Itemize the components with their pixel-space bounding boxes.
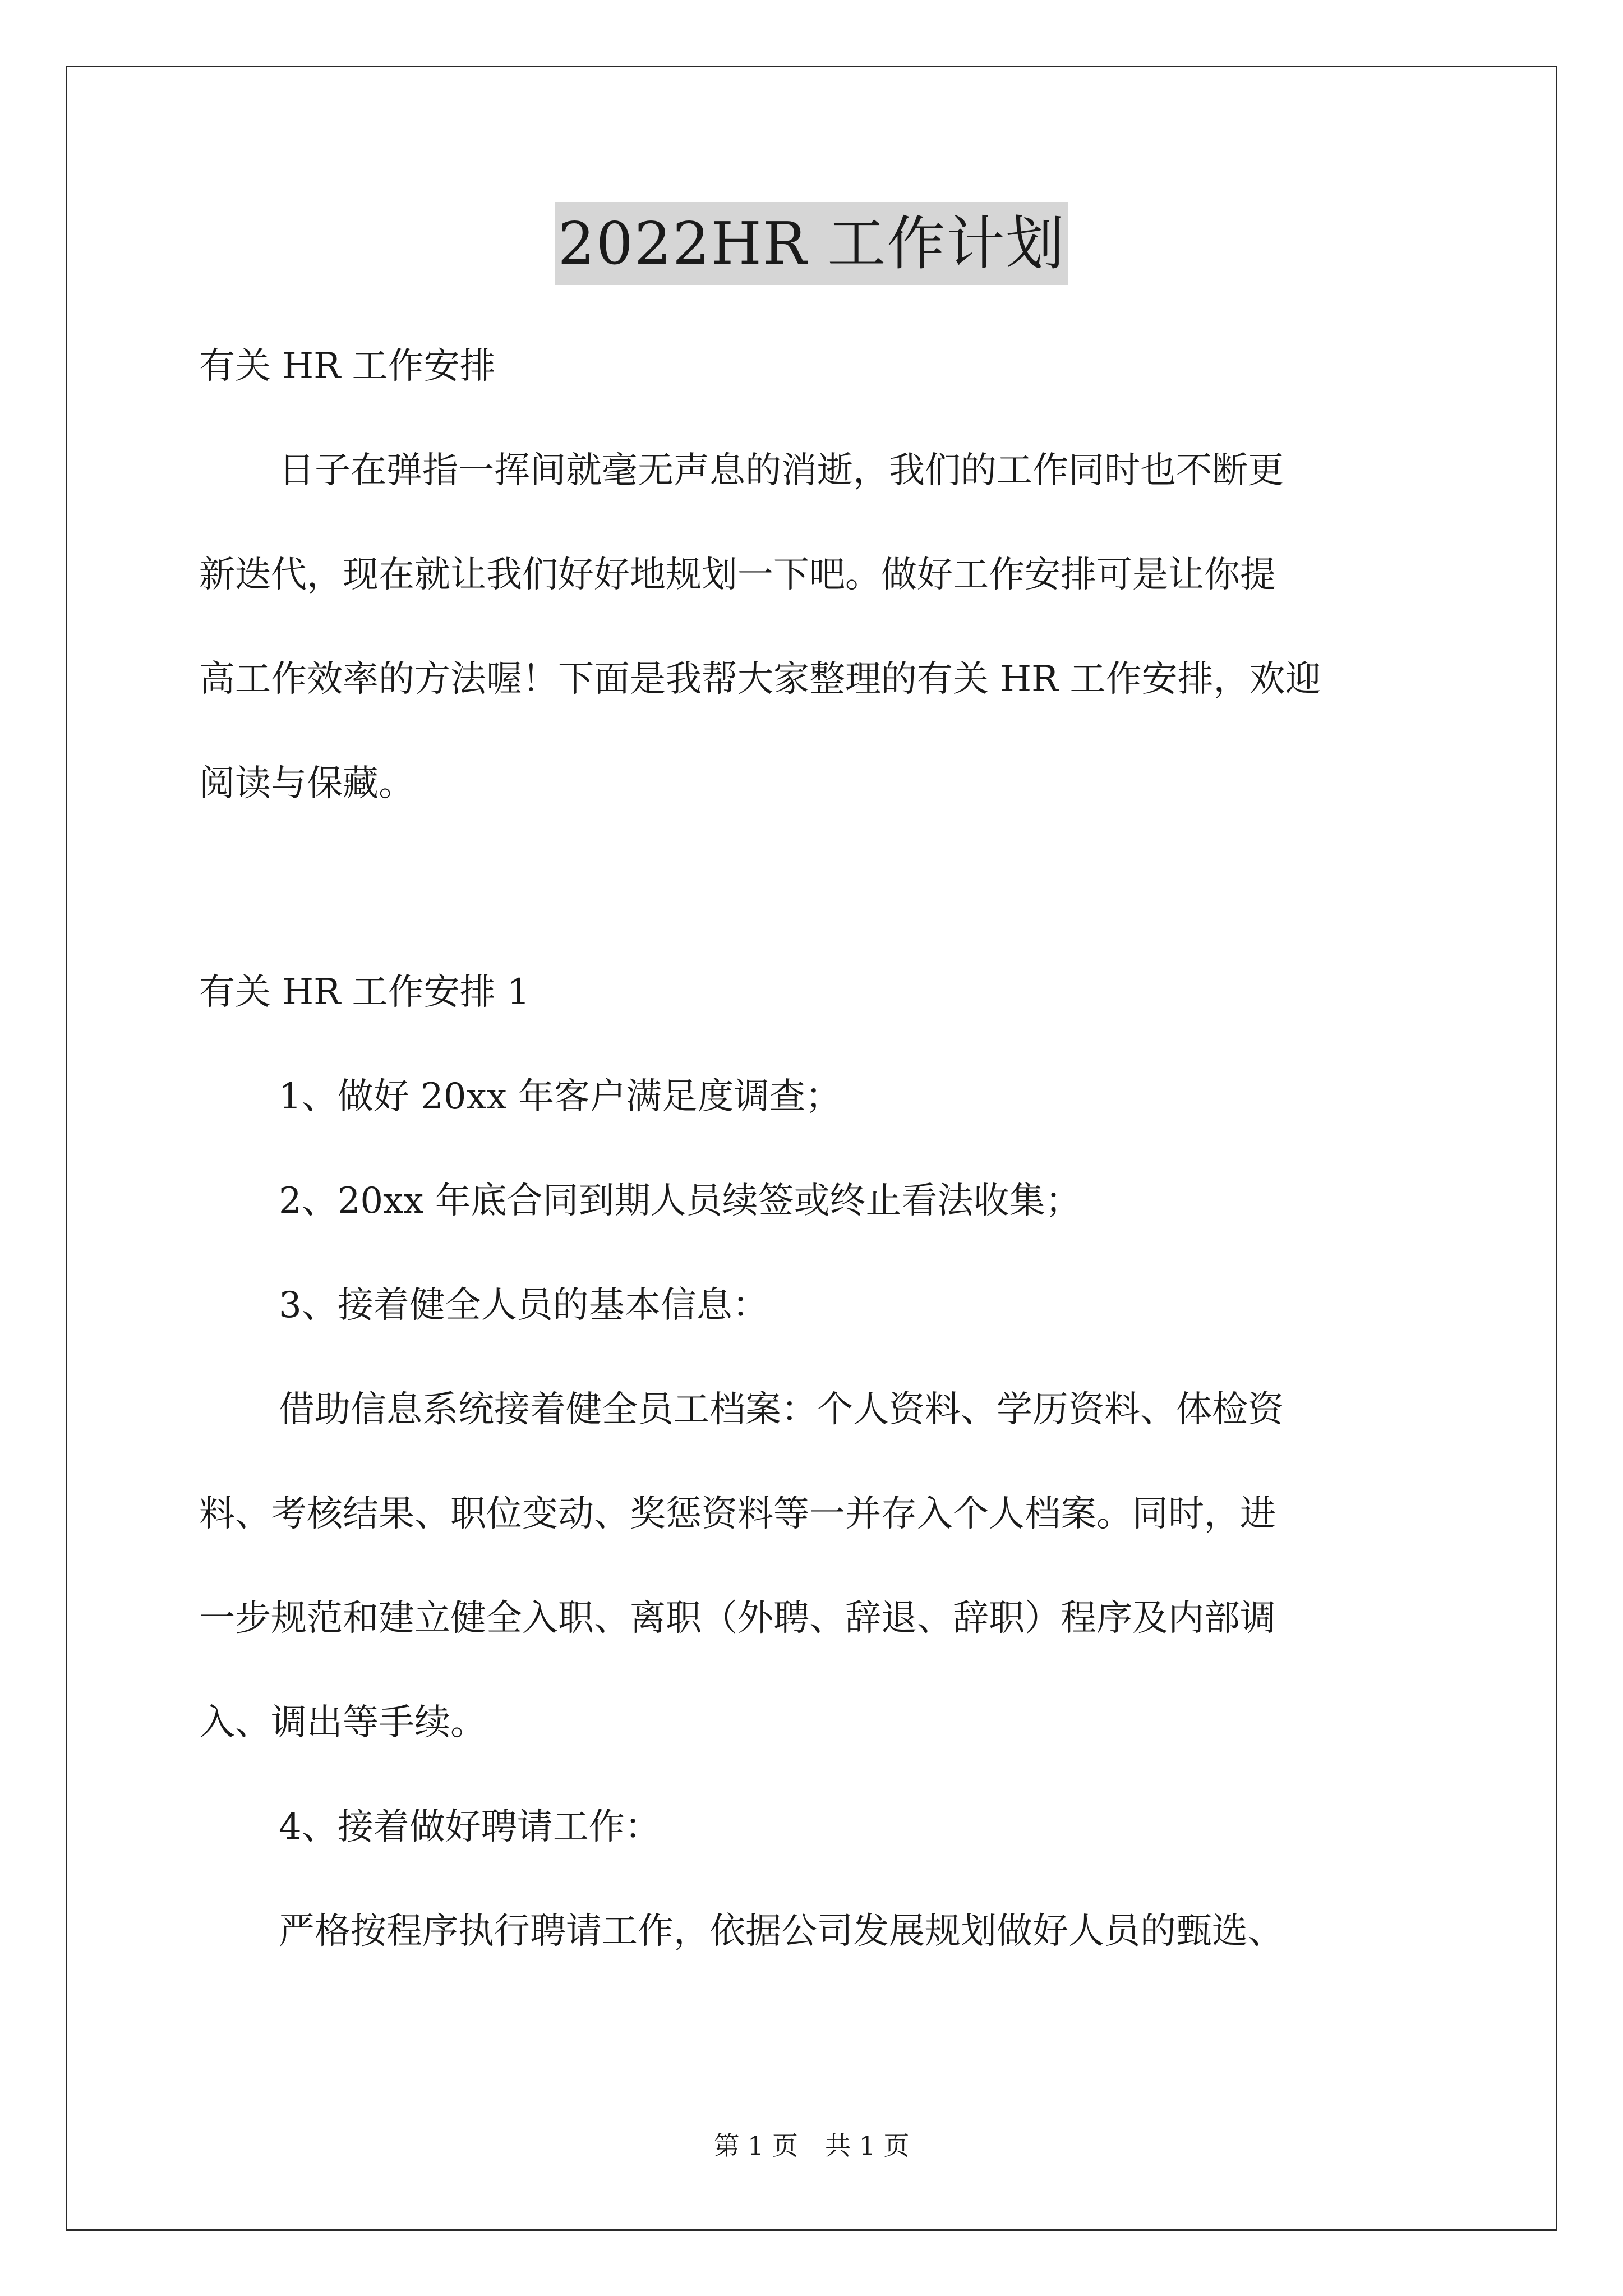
text-line: 借助信息系统接着健全员工档案：个人资料、学历资料、体检资 [279, 1389, 1284, 1430]
text-line: 有关 HR 工作安排 1 [199, 972, 530, 1013]
text-line: 4、接着做好聘请工作： [279, 1806, 661, 1848]
blank-line [199, 836, 1433, 940]
text-line: 日子在弹指一挥间就毫无声息的消逝，我们的工作同时也不断更 [279, 450, 1284, 491]
text-line: 严格按程序执行聘请工作，依据公司发展规划做好人员的甄选、 [279, 1911, 1284, 1952]
text-line: 新迭代，现在就让我们好好地规划一下吧。做好工作安排可是让你提 [199, 554, 1276, 596]
page-footer [0, 2129, 1623, 2162]
text-line: 3、接着健全人员的基本信息： [279, 1285, 768, 1326]
text-line: 1、做好 20xx 年客户满足度调查； [279, 1076, 842, 1117]
document-body [199, 314, 1433, 1984]
text-line: 2、20xx 年底合同到期人员续签或终止看法收集； [279, 1180, 1081, 1222]
document-title: 2022HR 工作计划 [555, 202, 1069, 285]
text-line: 有关 HR 工作安排 [199, 346, 496, 387]
text-line: 料、考核结果、职位变动、奖惩资料等一并存入个人档案。同时，进 [199, 1493, 1276, 1535]
text-line: 高工作效率的方法喔！下面是我帮大家整理的有关 HR 工作安排，欢迎 [199, 659, 1321, 700]
text-line: 阅读与保藏。 [199, 763, 414, 804]
text-line: 入、调出等手续。 [199, 1702, 486, 1743]
text-line: 一步规范和建立健全入职、离职（外聘、辞退、辞职）程序及内部调 [199, 1598, 1276, 1639]
page-number: 第 1 页 [713, 2131, 798, 2161]
page-total: 共 1 页 [825, 2131, 910, 2161]
title-container [0, 202, 1623, 285]
